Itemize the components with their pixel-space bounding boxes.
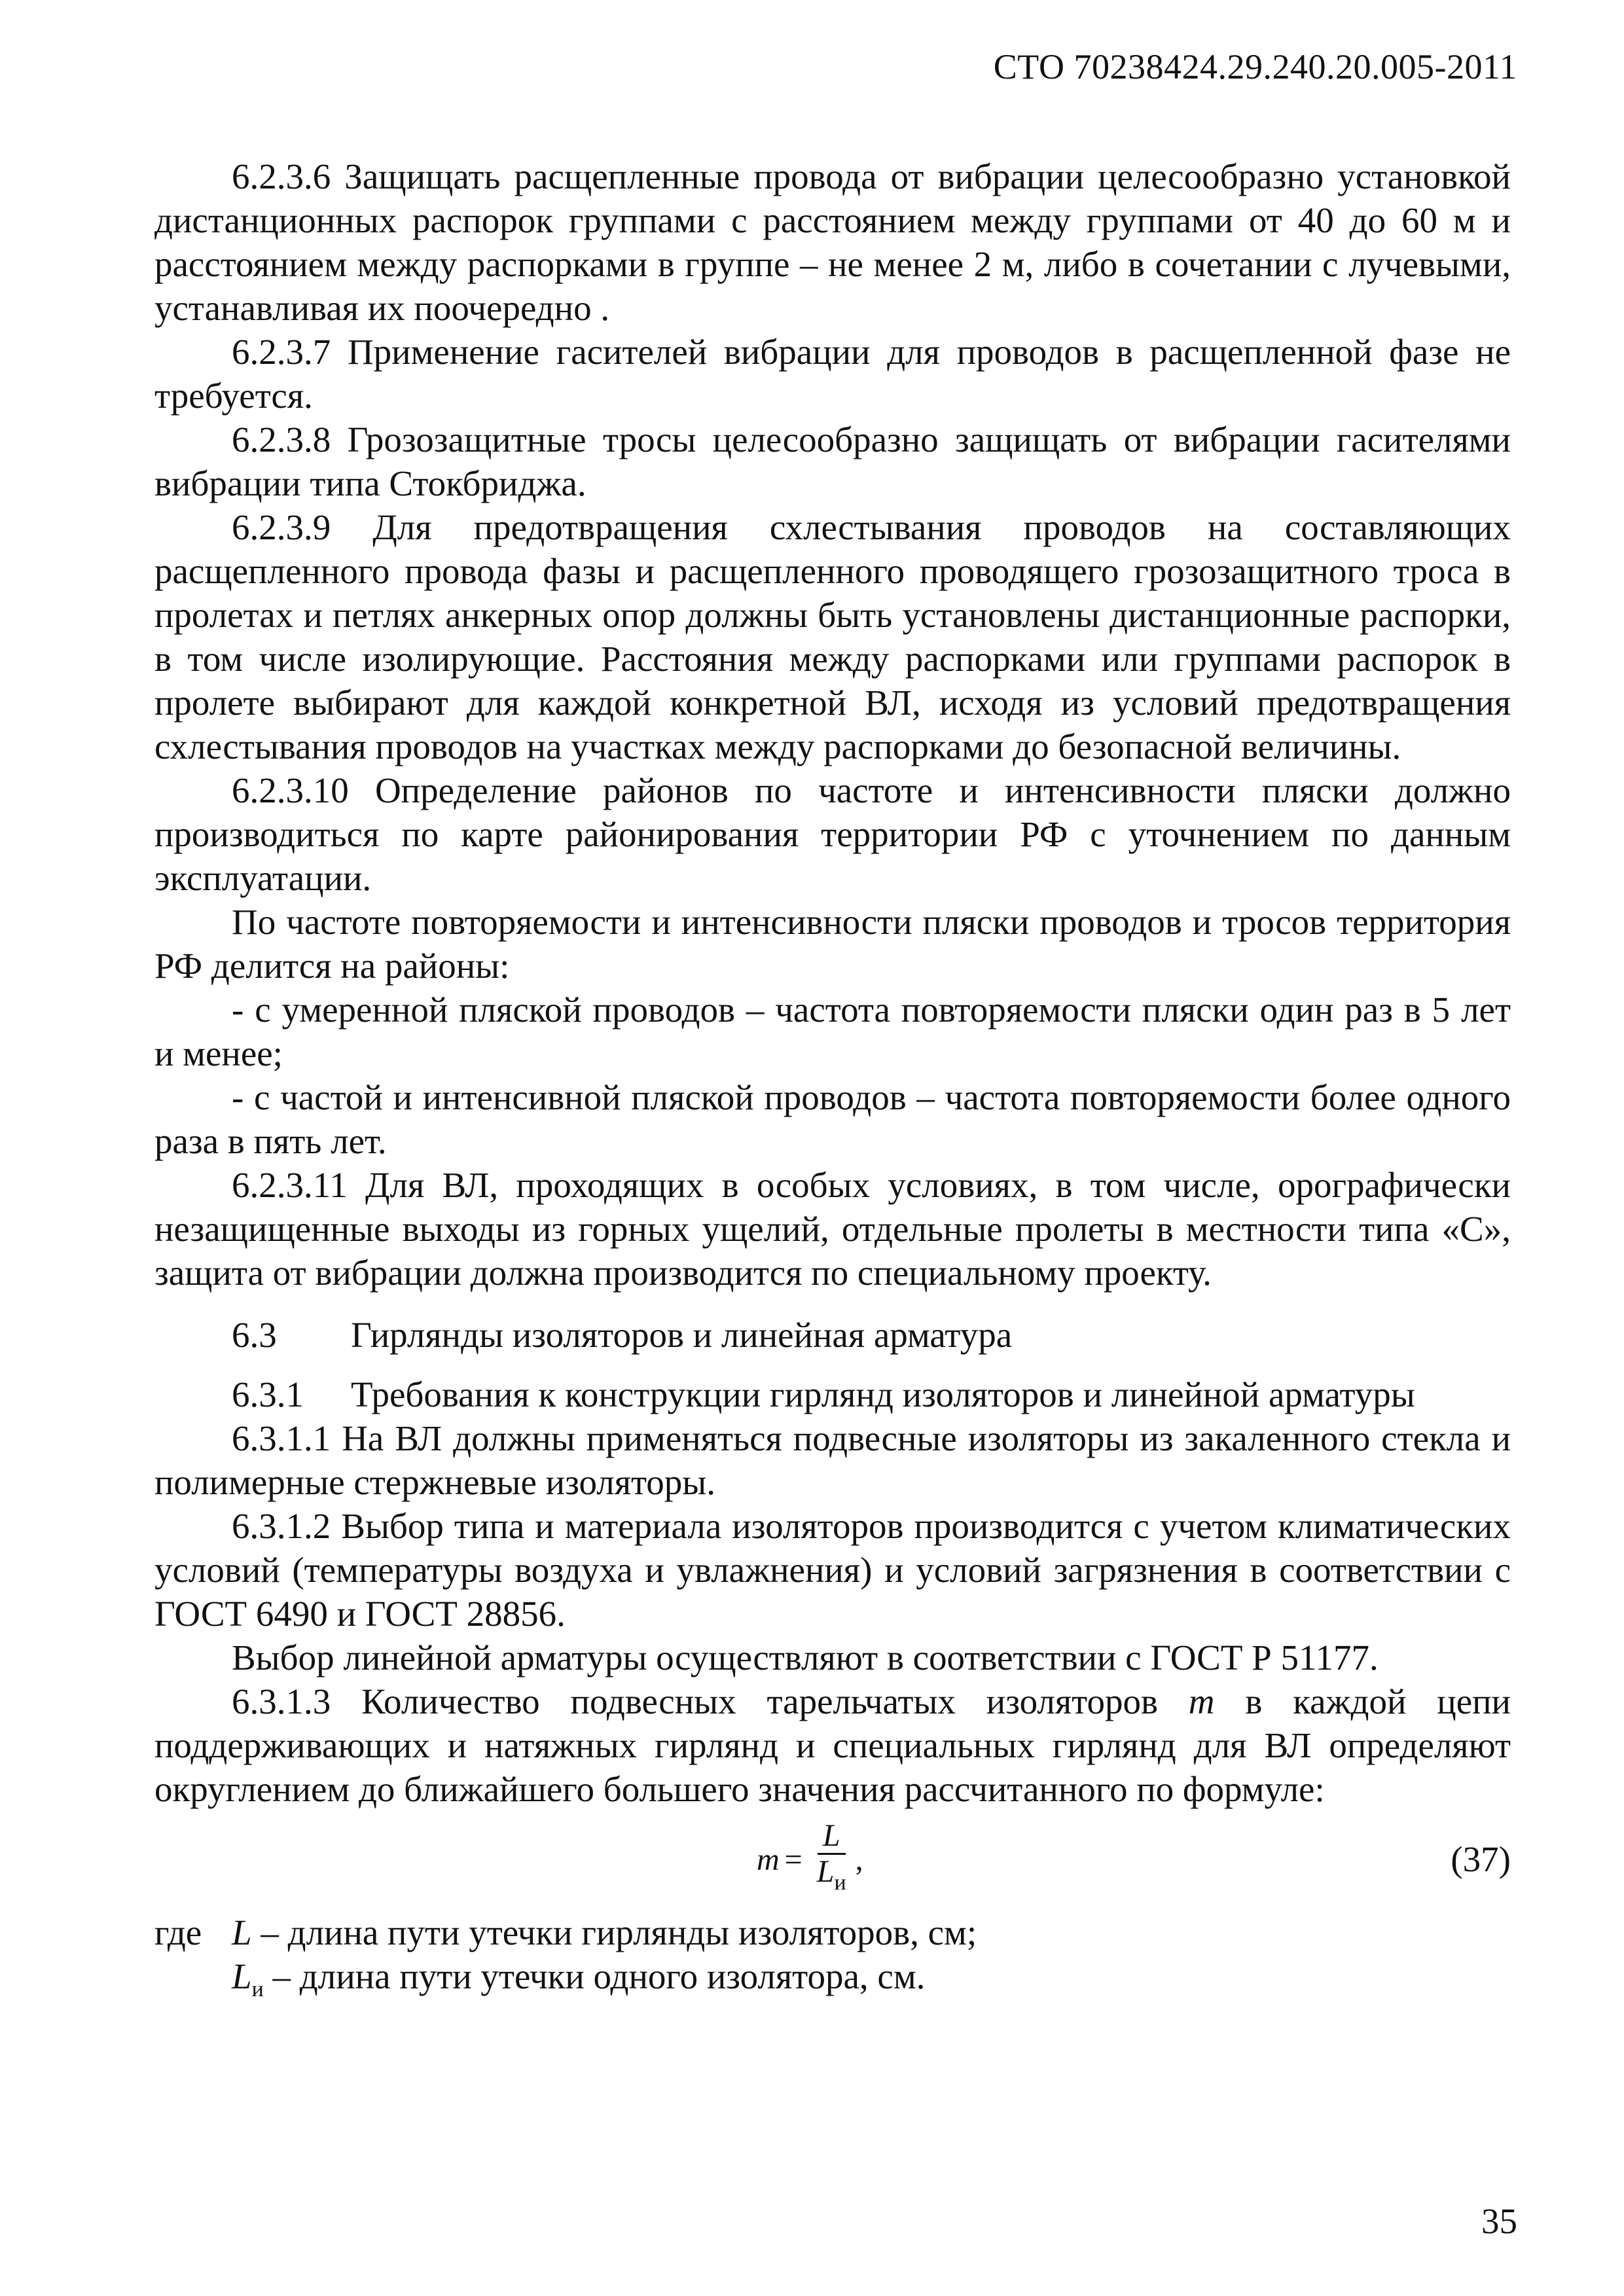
section-title-6-3: Гирлянды изоляторов и линейная арматура xyxy=(351,1315,1013,1355)
where-line-insulator-leakage xyxy=(154,1954,1511,2011)
where-label: где xyxy=(154,1912,202,1952)
paragraph-regions-intro: По частоте повторяемости и интенсивности пляски проводов и тросов территория РФ делится на районы: xyxy=(154,902,1511,986)
paragraph-6-3-1-3-end: в каждой цепи поддерживающих и натяжных гирлянд и специальных гирлянд для ВЛ определяют округлением до ближайшего большего значения рассчитанного по формуле: xyxy=(154,1681,1511,1809)
paragraph-6-2-3-7: 6.2.3.7 Применение гасителей вибрации для проводов в расщепленной фазе не требуется. xyxy=(154,332,1511,416)
paragraph-6-3-1-1: 6.3.1.1 На ВЛ должны применяться подвесные изоляторы из закаленного стекла и полимерные стержневые изоляторы. xyxy=(154,1418,1511,1502)
paragraph-6-3-1-2: 6.3.1.2 Выбор типа и материала изоляторов производится с учетом климатических условий (температуры воздуха и увлажнения) и условий загрязнения в соответствии с ГОСТ 6490 и ГОСТ 28856. xyxy=(154,1506,1511,1634)
paragraph-6-2-3-9: 6.2.3.9 Для предотвращения схлестывания проводов на составляющих расщепленного провода фазы и расщепленного проводящего грозозащитного троса в пролетах и петлях анкерных опор должны быть установлены дистанционные распорки, в том числе изолирующие. Расстояния между распорками или группами распорок в пролете выбирают для каждой конкретной ВЛ, исходя из условий предотвращения схлестывания проводов на участках между распорками до безопасной величины. xyxy=(154,507,1511,766)
section-number-6-3-1: 6.3.1 xyxy=(232,1374,304,1414)
paragraph-6-2-3-11: 6.2.3.11 Для ВЛ, проходящих в особых условиях, в том числе, орографически незащищенные выходы из горных ущелий, отдельные пролеты в местности типа «С», защита от вибрации должна производится по специальному проекту. xyxy=(154,1165,1511,1293)
formula-denominator-subscript: и xyxy=(834,1871,846,1895)
paragraph-6-2-3-8: 6.2.3.8 Грозозащитные тросы целесообразно защищать от вибрации гасителями вибрации типа Стокбриджа. xyxy=(154,420,1511,503)
formula-lhs: m xyxy=(757,1842,780,1877)
where-symbol-l: L xyxy=(232,1912,252,1952)
where-symbol-li-subscript: и xyxy=(251,1977,264,2001)
paragraph-6-2-3-6: 6.2.3.6 Защищать расщепленные провода от вибрации целесообразно установкой дистанционных распорок группами с расстоянием между группами от 40 до 60 м и расстоянием между распорками в группе – не менее 2 м, либо в сочетании с лучевыми, устанавливая их поочередно . xyxy=(154,156,1511,328)
formula-expression xyxy=(757,1819,863,1900)
page-number: 35 xyxy=(1481,2201,1517,2241)
where-text-li: – длина пути утечки одного изолятора, см. xyxy=(263,1956,926,1996)
formula-equals: = xyxy=(784,1842,803,1877)
equation-number: (37) xyxy=(1451,1839,1511,1879)
section-number-6-3: 6.3 xyxy=(232,1315,277,1355)
where-text-l: – длина пути утечки гирлянды изоляторов, см; xyxy=(251,1912,977,1952)
variable-m: m xyxy=(1188,1681,1215,1721)
paragraph-6-3-1-3-start: 6.3.1.3 Количество подвесных тарельчатых изоляторов xyxy=(232,1681,1189,1721)
formula-denominator: $L_и$ xyxy=(816,1854,846,1895)
formula-fraction xyxy=(812,1819,852,1900)
formula-numerator: L xyxy=(818,1819,846,1855)
paragraph-linear-armature: Выбор линейной арматуры осуществляют в соответствии с ГОСТ Р 51177. xyxy=(232,1638,1379,1677)
section-heading-6-3 xyxy=(154,1313,1511,1357)
document-code-header: СТО 70238424.29.240.20.005-2011 xyxy=(993,47,1517,86)
list-item-frequent-galloping: - с частой и интенсивной пляской проводов – частота повторяемости более одного раза в пять лет. xyxy=(154,1077,1511,1161)
paragraph-6-2-3-10: 6.2.3.10 Определение районов по частоте и интенсивности пляски должно производиться по карте районирования территории РФ с уточнением по данным эксплуатации. xyxy=(154,770,1511,898)
section-heading-6-3-1 xyxy=(154,1372,1511,1416)
formula-trailing-comma: , xyxy=(855,1842,863,1877)
document-body xyxy=(154,154,1511,2011)
section-title-6-3-1: Требования к конструкции гирлянд изоляторов и линейной арматуры xyxy=(351,1374,1415,1414)
paragraph-6-3-1-3 xyxy=(154,1679,1511,1811)
formula-37 xyxy=(154,1814,1511,1910)
where-line-total-leakage xyxy=(154,1910,1511,1954)
list-item-moderate-galloping: - с умеренной пляской проводов – частота повторяемости пляски один раз в 5 лет и менее; xyxy=(154,990,1511,1073)
where-symbol-li: L xyxy=(232,1956,252,1996)
